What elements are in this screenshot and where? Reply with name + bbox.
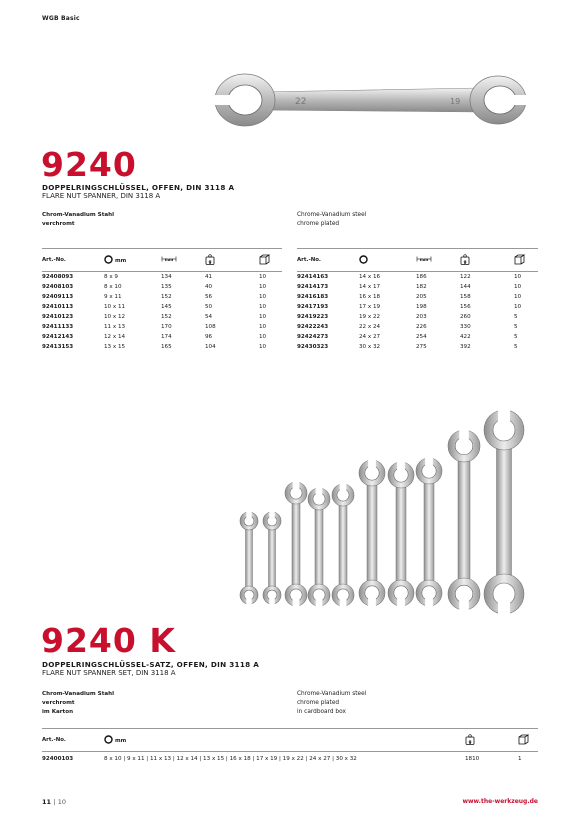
set-material-en: Chrome-Vanadium steel chrome plated in cardboard box xyxy=(297,691,367,715)
spanner-shape xyxy=(285,481,307,607)
spanner-shape xyxy=(448,429,480,611)
length-cell: 135 xyxy=(161,284,172,290)
size-cell: 11 x 13 xyxy=(104,324,126,330)
artno-cell: 92424273 xyxy=(297,334,329,340)
set-table xyxy=(42,728,538,766)
material-en: Chrome-Vanadium steel chrome plated xyxy=(297,212,367,227)
package-icon xyxy=(514,254,526,267)
material-de: Chrom-Vanadium Stahl verchromt xyxy=(42,212,115,227)
length-cell: 145 xyxy=(161,304,172,310)
weight-cell: 392 xyxy=(460,344,471,350)
pack-cell: 10 xyxy=(259,324,267,330)
length-cell: 174 xyxy=(161,334,172,340)
weight-cell: 422 xyxy=(460,334,471,340)
weight-cell: 54 xyxy=(205,314,213,320)
weight-icon xyxy=(205,254,215,267)
spanner-set-image xyxy=(228,400,548,622)
set-number: 9240 K xyxy=(41,621,176,660)
svg-text:g: g xyxy=(463,258,467,264)
artno-cell: 92411133 xyxy=(42,324,74,330)
set-material-de: Chrom-Vanadium Stahl verchromt im Karton xyxy=(42,691,115,715)
table-row xyxy=(297,282,538,292)
pack-cell: 10 xyxy=(259,274,267,280)
svg-text:19: 19 xyxy=(450,97,461,106)
col-pack xyxy=(518,729,538,752)
spanner-shape xyxy=(308,487,330,607)
table-row xyxy=(297,272,538,283)
pack-cell: 10 xyxy=(259,294,267,300)
col-length xyxy=(161,249,205,272)
size-cell: 14 x 16 xyxy=(359,274,381,280)
artno-cell: 92430323 xyxy=(297,344,329,350)
spec-table-left xyxy=(42,248,282,352)
length-cell: 152 xyxy=(161,294,172,300)
product-number: 9240 xyxy=(41,145,137,184)
svg-text:22: 22 xyxy=(295,97,307,107)
length-icon xyxy=(161,256,177,264)
col-pack xyxy=(514,249,538,272)
weight-cell: 96 xyxy=(205,334,213,340)
size-cell: 16 x 18 xyxy=(359,294,381,300)
artno-cell: 92416183 xyxy=(297,294,329,300)
col-size xyxy=(359,249,416,272)
spanner-shape xyxy=(388,461,414,607)
length-cell: 198 xyxy=(416,304,427,310)
artno-cell: 92414163 xyxy=(297,274,329,280)
col-artno: Art.-No. xyxy=(42,737,66,743)
artno-cell: 92419223 xyxy=(297,314,329,320)
artno-cell: 92413153 xyxy=(42,344,74,350)
table-row xyxy=(42,342,282,352)
artno-cell: 92412143 xyxy=(42,334,74,340)
pack-cell: 5 xyxy=(514,334,518,340)
weight-cell: 108 xyxy=(205,324,216,330)
artno-cell: 92410113 xyxy=(42,304,74,310)
length-cell: 203 xyxy=(416,314,427,320)
col-pack xyxy=(259,249,282,272)
ring-size-icon xyxy=(104,735,115,746)
pack-cell: 5 xyxy=(514,324,518,330)
website-link[interactable]: www.the-werkzeug.de xyxy=(462,798,538,805)
length-icon xyxy=(416,256,432,264)
col-size: mm xyxy=(104,729,465,752)
pack-cell: 5 xyxy=(514,314,518,320)
pack-cell: 5 xyxy=(514,344,518,350)
table-row xyxy=(42,282,282,292)
table-row xyxy=(297,332,538,342)
length-cell: 254 xyxy=(416,334,427,340)
size-cell: 9 x 11 xyxy=(104,294,122,300)
weight-cell: 158 xyxy=(460,294,471,300)
weight-cell: 40 xyxy=(205,284,213,290)
weight-cell: 50 xyxy=(205,304,213,310)
length-cell: 165 xyxy=(161,344,172,350)
artno-cell: 92408103 xyxy=(42,284,74,290)
table-row xyxy=(42,332,282,342)
size-cell: 14 x 17 xyxy=(359,284,381,290)
length-cell: 275 xyxy=(416,344,427,350)
length-cell: 134 xyxy=(161,274,172,280)
ring-size-icon xyxy=(104,255,115,266)
brand-label: WGB Basic xyxy=(42,15,80,22)
size-cell: 10 x 12 xyxy=(104,314,126,320)
col-weight xyxy=(205,249,259,272)
size-cell: 19 x 22 xyxy=(359,314,381,320)
table-row xyxy=(42,272,282,283)
spanner-shape xyxy=(484,409,524,615)
svg-text:g: g xyxy=(208,258,212,264)
artno-cell: 92409113 xyxy=(42,294,74,300)
pack-cell: 10 xyxy=(514,284,522,290)
weight-cell: 260 xyxy=(460,314,471,320)
spec-table-right xyxy=(297,248,538,352)
spanner-shape xyxy=(263,511,281,604)
svg-text:g: g xyxy=(468,738,472,744)
table-row xyxy=(297,292,538,302)
pack-cell: 10 xyxy=(259,334,267,340)
length-cell: 205 xyxy=(416,294,427,300)
package-icon xyxy=(518,734,530,747)
sizes-cell: 8 x 10 | 9 x 11 | 11 x 13 | 12 x 14 | 13 x 15 | 16 x 18 | 17 x 19 | 19 x 22 | 24 x 27 | 30 x 32 xyxy=(104,755,357,762)
size-cell: 30 x 32 xyxy=(359,344,381,350)
pack-cell: 10 xyxy=(259,304,267,310)
set-title-en: FLARE NUT SPANNER SET, DIN 3118 A xyxy=(42,669,176,677)
table-row xyxy=(42,312,282,322)
table-row xyxy=(42,752,538,766)
product-title-de: DOPPELRINGSCHLÜSSEL, OFFEN, DIN 3118 A xyxy=(42,183,235,192)
weight-cell: 122 xyxy=(460,274,471,280)
col-artno: Art.-No. xyxy=(42,257,66,263)
weight-cell: 1810 xyxy=(465,755,480,762)
package-icon xyxy=(259,254,271,267)
length-cell: 152 xyxy=(161,314,172,320)
table-row xyxy=(42,302,282,312)
pack-cell: 10 xyxy=(259,344,267,350)
svg-text:mm: mm xyxy=(419,256,429,262)
weight-cell: 156 xyxy=(460,304,471,310)
weight-cell: 41 xyxy=(205,274,213,280)
artno-cell: 92408093 xyxy=(42,274,74,280)
spanner-image xyxy=(200,62,540,142)
weight-cell: 144 xyxy=(460,284,471,290)
weight-icon xyxy=(465,734,475,747)
weight-cell: 330 xyxy=(460,324,471,330)
size-cell: 22 x 24 xyxy=(359,324,381,330)
artno-cell: 92400103 xyxy=(42,755,74,762)
length-cell: 186 xyxy=(416,274,427,280)
weight-cell: 104 xyxy=(205,344,216,350)
weight-icon xyxy=(460,254,470,267)
col-artno: Art.-No. xyxy=(297,257,321,263)
table-row xyxy=(42,292,282,302)
artno-cell: 92422243 xyxy=(297,324,329,330)
col-size: mm xyxy=(104,249,161,272)
spanner-shape xyxy=(332,483,354,607)
pack-cell: 10 xyxy=(514,294,522,300)
ring-size-icon xyxy=(359,255,370,266)
pack-cell: 10 xyxy=(514,274,522,280)
pack-cell: 10 xyxy=(259,284,267,290)
size-cell: 13 x 15 xyxy=(104,344,126,350)
size-cell: 10 x 11 xyxy=(104,304,126,310)
pack-cell: 1 xyxy=(518,755,522,762)
col-length xyxy=(416,249,460,272)
length-cell: 182 xyxy=(416,284,427,290)
artno-cell: 92410123 xyxy=(42,314,74,320)
artno-cell: 92417193 xyxy=(297,304,329,310)
weight-cell: 56 xyxy=(205,294,213,300)
spanner-shape xyxy=(359,459,385,607)
table-row xyxy=(297,322,538,332)
table-row xyxy=(297,312,538,322)
length-cell: 170 xyxy=(161,324,172,330)
pack-cell: 10 xyxy=(259,314,267,320)
set-title-de: DOPPELRINGSCHLÜSSEL-SATZ, OFFEN, DIN 3118 A xyxy=(42,660,260,669)
product-title-en: FLARE NUT SPANNER, DIN 3118 A xyxy=(42,192,161,200)
table-row xyxy=(297,302,538,312)
svg-text:mm: mm xyxy=(164,256,174,262)
col-weight xyxy=(465,729,518,752)
pack-cell: 10 xyxy=(514,304,522,310)
page-number: 11 | 10 xyxy=(42,798,67,806)
table-row xyxy=(42,322,282,332)
spanner-shape xyxy=(240,511,258,604)
table-row xyxy=(297,342,538,352)
size-cell: 8 x 10 xyxy=(104,284,122,290)
size-cell: 17 x 19 xyxy=(359,304,381,310)
length-cell: 226 xyxy=(416,324,427,330)
size-cell: 24 x 27 xyxy=(359,334,381,340)
col-weight xyxy=(460,249,514,272)
size-cell: 12 x 14 xyxy=(104,334,126,340)
artno-cell: 92414173 xyxy=(297,284,329,290)
size-cell: 8 x 9 xyxy=(104,274,118,280)
spanner-shape xyxy=(416,457,442,607)
